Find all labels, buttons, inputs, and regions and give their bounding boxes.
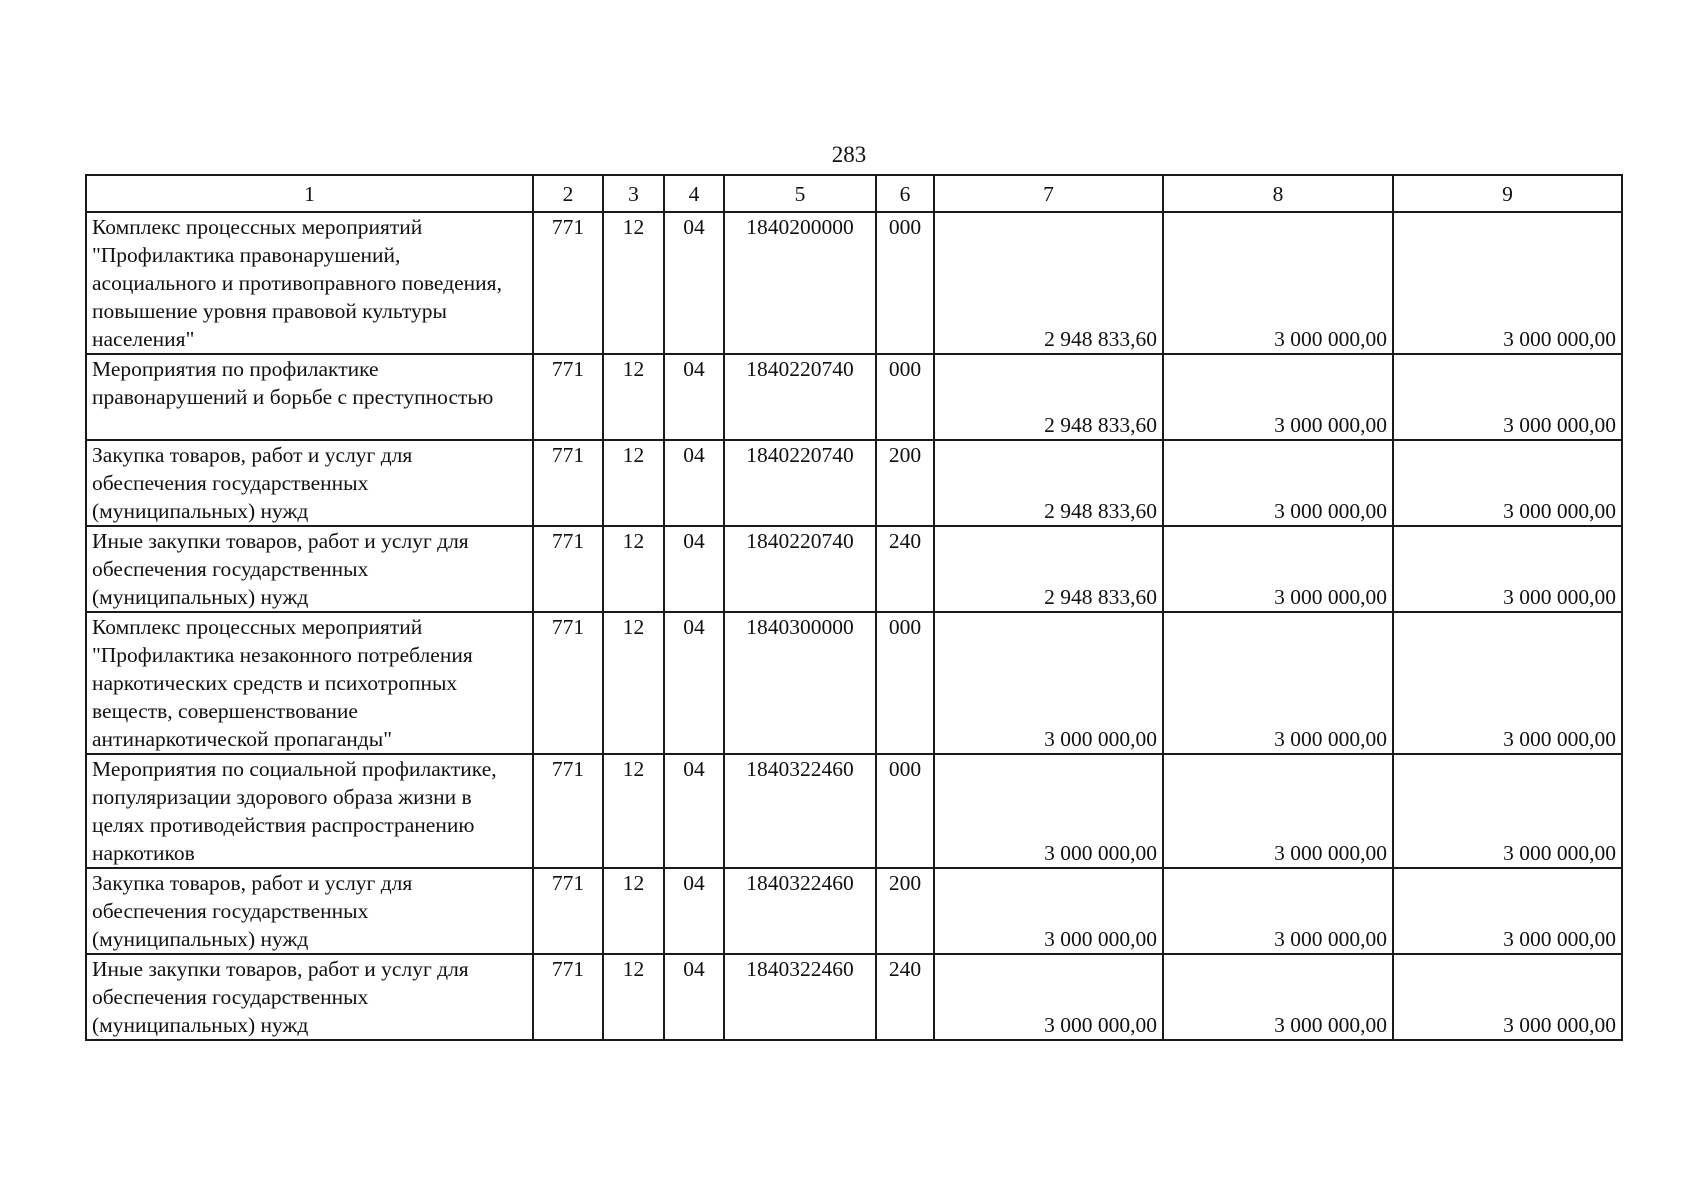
page-number: 283 (831, 142, 867, 167)
column-header: 5 (724, 175, 876, 212)
row-amount-8: 3 000 000,00 (1163, 354, 1393, 440)
row-name: Мероприятия по социальной профилактике, популяризации здорового образа жизни в целях противодействия распространению наркотиков (86, 754, 533, 868)
row-code-6: 240 (876, 526, 934, 612)
row-code-2: 771 (533, 612, 603, 754)
table-row (86, 526, 1622, 612)
row-amount-9: 3 000 000,00 (1393, 212, 1622, 354)
column-header: 2 (533, 175, 603, 212)
row-name: Иные закупки товаров, работ и услуг для обеспечения государственных (муниципальных) нужд (86, 954, 533, 1040)
row-amount-9: 3 000 000,00 (1393, 612, 1622, 754)
row-amount-7: 3 000 000,00 (934, 754, 1163, 868)
row-code-6: 200 (876, 868, 934, 954)
row-amount-9: 3 000 000,00 (1393, 754, 1622, 868)
row-amount-8: 3 000 000,00 (1163, 612, 1393, 754)
row-code-2: 771 (533, 954, 603, 1040)
row-code-6: 000 (876, 612, 934, 754)
row-amount-7: 3 000 000,00 (934, 868, 1163, 954)
row-code-4: 04 (664, 954, 724, 1040)
table-row (86, 612, 1622, 754)
row-amount-7: 2 948 833,60 (934, 212, 1163, 354)
row-code-5: 1840322460 (724, 954, 876, 1040)
row-name: Закупка товаров, работ и услуг для обеспечения государственных (муниципальных) нужд (86, 440, 533, 526)
row-code-3: 12 (603, 212, 664, 354)
row-code-4: 04 (664, 868, 724, 954)
row-code-5: 1840220740 (724, 526, 876, 612)
row-amount-7: 2 948 833,60 (934, 354, 1163, 440)
table-row (86, 440, 1622, 526)
row-code-2: 771 (533, 440, 603, 526)
row-amount-8: 3 000 000,00 (1163, 754, 1393, 868)
column-header: 3 (603, 175, 664, 212)
budget-table (85, 174, 1623, 1041)
row-code-5: 1840300000 (724, 612, 876, 754)
row-code-5: 1840200000 (724, 212, 876, 354)
row-code-4: 04 (664, 612, 724, 754)
row-code-2: 771 (533, 868, 603, 954)
row-amount-9: 3 000 000,00 (1393, 440, 1622, 526)
row-amount-8: 3 000 000,00 (1163, 440, 1393, 526)
row-name: Комплекс процессных мероприятий "Профилактика правонарушений, асоциального и противоправного поведения, повышение уровня правовой культуры населения" (86, 212, 533, 354)
table-row (86, 954, 1622, 1040)
row-code-4: 04 (664, 754, 724, 868)
row-amount-9: 3 000 000,00 (1393, 354, 1622, 440)
row-amount-7: 2 948 833,60 (934, 440, 1163, 526)
column-number-row (86, 175, 1622, 212)
row-code-6: 000 (876, 354, 934, 440)
row-code-3: 12 (603, 868, 664, 954)
row-code-5: 1840322460 (724, 754, 876, 868)
row-code-2: 771 (533, 526, 603, 612)
row-amount-9: 3 000 000,00 (1393, 868, 1622, 954)
row-code-3: 12 (603, 954, 664, 1040)
row-amount-8: 3 000 000,00 (1163, 868, 1393, 954)
column-header: 9 (1393, 175, 1622, 212)
row-code-3: 12 (603, 526, 664, 612)
row-amount-9: 3 000 000,00 (1393, 526, 1622, 612)
column-header: 1 (86, 175, 533, 212)
row-code-2: 771 (533, 212, 603, 354)
column-header: 8 (1163, 175, 1393, 212)
row-amount-7: 2 948 833,60 (934, 526, 1163, 612)
row-amount-8: 3 000 000,00 (1163, 526, 1393, 612)
row-code-3: 12 (603, 440, 664, 526)
row-code-4: 04 (664, 440, 724, 526)
row-code-2: 771 (533, 354, 603, 440)
row-amount-7: 3 000 000,00 (934, 612, 1163, 754)
row-amount-8: 3 000 000,00 (1163, 954, 1393, 1040)
row-code-2: 771 (533, 754, 603, 868)
row-name: Мероприятия по профилактике правонарушений и борьбе с преступностью (86, 354, 533, 440)
table-row (86, 212, 1622, 354)
column-header: 4 (664, 175, 724, 212)
row-code-6: 200 (876, 440, 934, 526)
row-code-3: 12 (603, 612, 664, 754)
row-name: Иные закупки товаров, работ и услуг для обеспечения государственных (муниципальных) нужд (86, 526, 533, 612)
row-code-3: 12 (603, 354, 664, 440)
table-row (86, 754, 1622, 868)
row-name: Комплекс процессных мероприятий "Профилактика незаконного потребления наркотических средств и психотропных веществ, совершенствование антинаркотической пропаганды" (86, 612, 533, 754)
column-header: 7 (934, 175, 1163, 212)
row-code-5: 1840322460 (724, 868, 876, 954)
row-code-5: 1840220740 (724, 354, 876, 440)
table-row (86, 354, 1622, 440)
row-code-5: 1840220740 (724, 440, 876, 526)
row-amount-9: 3 000 000,00 (1393, 954, 1622, 1040)
row-amount-7: 3 000 000,00 (934, 954, 1163, 1040)
row-code-6: 240 (876, 954, 934, 1040)
row-amount-8: 3 000 000,00 (1163, 212, 1393, 354)
row-code-4: 04 (664, 212, 724, 354)
row-name: Закупка товаров, работ и услуг для обеспечения государственных (муниципальных) нужд (86, 868, 533, 954)
row-code-4: 04 (664, 354, 724, 440)
row-code-6: 000 (876, 212, 934, 354)
row-code-4: 04 (664, 526, 724, 612)
row-code-3: 12 (603, 754, 664, 868)
column-header: 6 (876, 175, 934, 212)
table-row (86, 868, 1622, 954)
row-code-6: 000 (876, 754, 934, 868)
